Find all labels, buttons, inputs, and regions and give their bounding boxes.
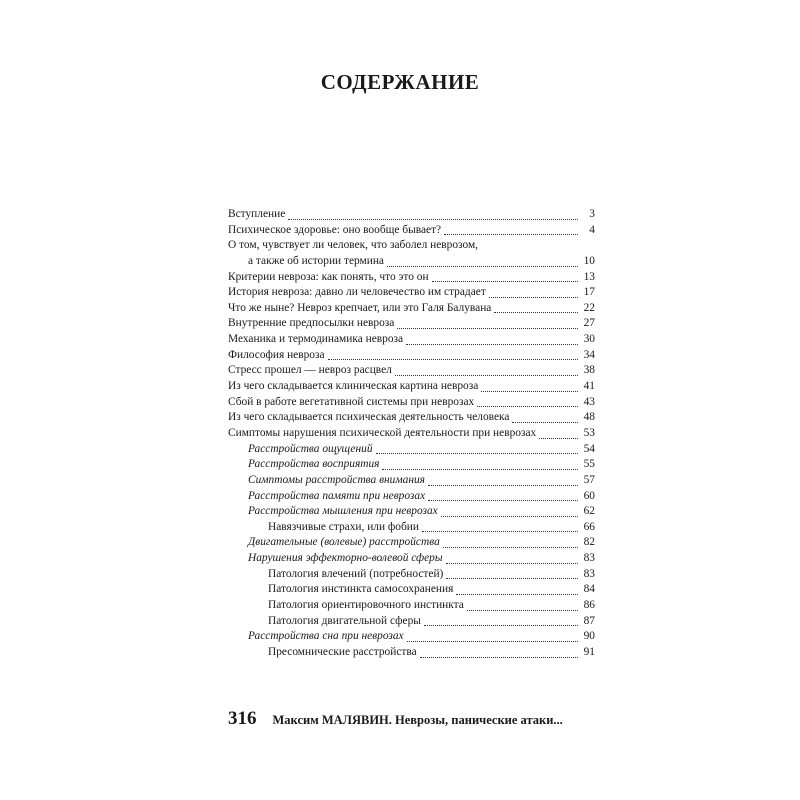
toc-entry-page: 83 (583, 567, 595, 580)
toc-entry (228, 645, 595, 661)
dot-leader (477, 405, 578, 407)
dot-leader (446, 562, 578, 564)
toc-entry (228, 363, 595, 379)
dot-leader (382, 468, 578, 470)
toc-entry (228, 614, 595, 630)
dot-leader (395, 374, 578, 376)
toc-entry (228, 348, 595, 364)
toc-entry (228, 473, 595, 489)
toc-entry-title: Из чего складывается психическая деятельность человека (228, 411, 510, 424)
toc-entry-title: Двигательные (волевые) расстройства (248, 536, 440, 549)
toc-entry-page: 43 (583, 395, 595, 408)
toc-entry-page: 55 (583, 458, 595, 471)
toc-entry-title: Симптомы нарушения психической деятельности при неврозах (228, 426, 537, 439)
toc-entry-title: Патология ориентировочного инстинкта (268, 599, 464, 611)
toc-entry-title: История невроза: давно ли человечество им страдает (228, 286, 486, 299)
toc-entry-page: 82 (583, 536, 595, 549)
toc-entry-page: 48 (583, 411, 595, 424)
dot-leader (424, 624, 578, 626)
toc-entry-page: 41 (583, 380, 595, 393)
toc-entry (228, 301, 595, 317)
toc-entry-page: 54 (583, 442, 595, 455)
toc-entry-title: Патология влечений (потребностей) (268, 567, 444, 580)
toc-entry-title: Вступление (228, 207, 286, 220)
toc-entry-page: 30 (583, 333, 595, 346)
toc-entry (228, 223, 595, 239)
toc-entry-title: Механика и термодинамика невроза (228, 333, 404, 346)
toc-entry (228, 504, 595, 520)
toc-entry-page: 17 (583, 286, 595, 299)
toc-entry-title: Философия невроза (228, 348, 325, 361)
toc-entry-title: Расстройства мышления при неврозах (248, 505, 438, 518)
toc-entry (228, 426, 595, 442)
dot-leader (328, 358, 578, 360)
toc-entry-title: Патология двигательной сферы (268, 614, 421, 627)
toc-entry (228, 395, 595, 411)
toc-entry (228, 567, 595, 583)
page-title: СОДЕРЖАНИЕ (320, 70, 480, 94)
toc-entry-title: Симптомы расстройства внимания (248, 473, 425, 486)
page-footer (228, 708, 563, 730)
dot-leader (376, 452, 578, 454)
dot-leader (432, 280, 578, 282)
toc-entry (228, 285, 595, 301)
toc-entry (228, 535, 595, 551)
toc-entry-page: 83 (583, 552, 595, 565)
toc-entry-title: Нарушения эффекторно-волевой сферы (248, 552, 443, 565)
toc-entry-title: О том, чувствует ли человек, что заболел неврозом, (228, 239, 479, 252)
toc-entry (228, 207, 595, 223)
toc-entry-title: Стресс прошел — невроз расцвел (228, 364, 392, 377)
dot-leader (512, 421, 578, 423)
dot-leader (288, 218, 578, 220)
toc-entry (228, 551, 595, 567)
dot-leader (446, 577, 578, 579)
toc-entry-title: Навязчивые страхи, или фобии (268, 520, 419, 533)
toc-entry-page: 13 (583, 270, 595, 283)
dot-leader (407, 640, 578, 642)
toc-entry-page: 34 (583, 348, 595, 361)
toc-entry-page: 62 (583, 505, 595, 518)
dot-leader (441, 515, 578, 517)
running-head: Максим МАЛЯВИН. Неврозы, панические атаки... (272, 713, 563, 727)
toc-entry (228, 520, 595, 536)
dot-leader (443, 546, 578, 548)
toc-entry (228, 442, 595, 458)
toc-entry-title: Патология инстинкта самосохранения (268, 583, 454, 596)
toc-entry-title: Расстройства ощущений (248, 442, 373, 455)
toc-entry-page: 57 (583, 473, 595, 486)
dot-leader (420, 656, 578, 658)
dot-leader (428, 484, 578, 486)
toc-entry (228, 379, 595, 395)
toc-entry-page: 86 (583, 599, 595, 611)
toc-entry-title: Расстройства сна при неврозах (248, 630, 404, 643)
dot-leader (406, 343, 578, 345)
toc-entry-page: 90 (583, 630, 595, 643)
dot-leader (397, 327, 578, 329)
dot-leader (539, 437, 578, 439)
toc-entry-page: 10 (583, 254, 595, 267)
toc-entry-page: 4 (589, 223, 595, 236)
toc-entry-page: 22 (583, 301, 595, 314)
dot-leader (467, 609, 578, 611)
table-of-contents (228, 207, 595, 661)
toc-entry-title: Пресомнические расстройства (268, 645, 417, 658)
dot-leader (444, 233, 578, 235)
toc-entry-page: 66 (583, 520, 595, 533)
toc-entry-page: 87 (583, 614, 595, 627)
toc-entry (228, 332, 595, 348)
toc-entry-page: 60 (583, 489, 595, 502)
toc-entry-title: Критерии невроза: как понять, что это он (228, 270, 429, 283)
toc-entry-title: Сбой в работе вегетативной системы при неврозах (228, 395, 475, 408)
toc-entry-title: Расстройства восприятия (248, 458, 380, 471)
toc-entry (228, 316, 595, 332)
toc-entry-title: Из чего складывается клиническая картина невроза (228, 380, 479, 393)
toc-entry-title: Расстройства памяти при неврозах (248, 489, 426, 502)
dot-leader (422, 530, 578, 532)
toc-entry-title: а также об истории термина (248, 254, 384, 267)
toc-entry-title: Психическое здоровье: оно вообще бывает? (228, 223, 442, 236)
dot-leader (387, 265, 578, 267)
toc-entry-page: 84 (583, 583, 595, 596)
toc-entry (228, 489, 595, 505)
toc-entry (228, 457, 595, 473)
toc-entry-title: Что же ныне? Невроз крепчает, или это Галя Балувана (228, 301, 492, 314)
dot-leader (428, 499, 578, 501)
dot-leader (481, 390, 578, 392)
toc-entry-page: 3 (589, 207, 595, 220)
toc-entry-page: 27 (583, 317, 595, 330)
toc-entry-title: Внутренние предпосылки невроза (228, 317, 395, 330)
toc-entry (228, 238, 595, 254)
toc-entry-page: 38 (583, 364, 595, 377)
page-number: 316 (228, 708, 257, 729)
toc-entry (228, 254, 595, 270)
toc-entry (228, 582, 595, 598)
toc-entry (228, 598, 595, 614)
toc-entry (228, 410, 595, 426)
dot-leader (489, 296, 578, 298)
toc-entry-page: 91 (583, 645, 595, 658)
dot-leader (456, 593, 578, 595)
toc-entry (228, 270, 595, 286)
toc-entry-page: 53 (583, 426, 595, 439)
dot-leader (494, 311, 578, 313)
toc-entry (228, 629, 595, 645)
